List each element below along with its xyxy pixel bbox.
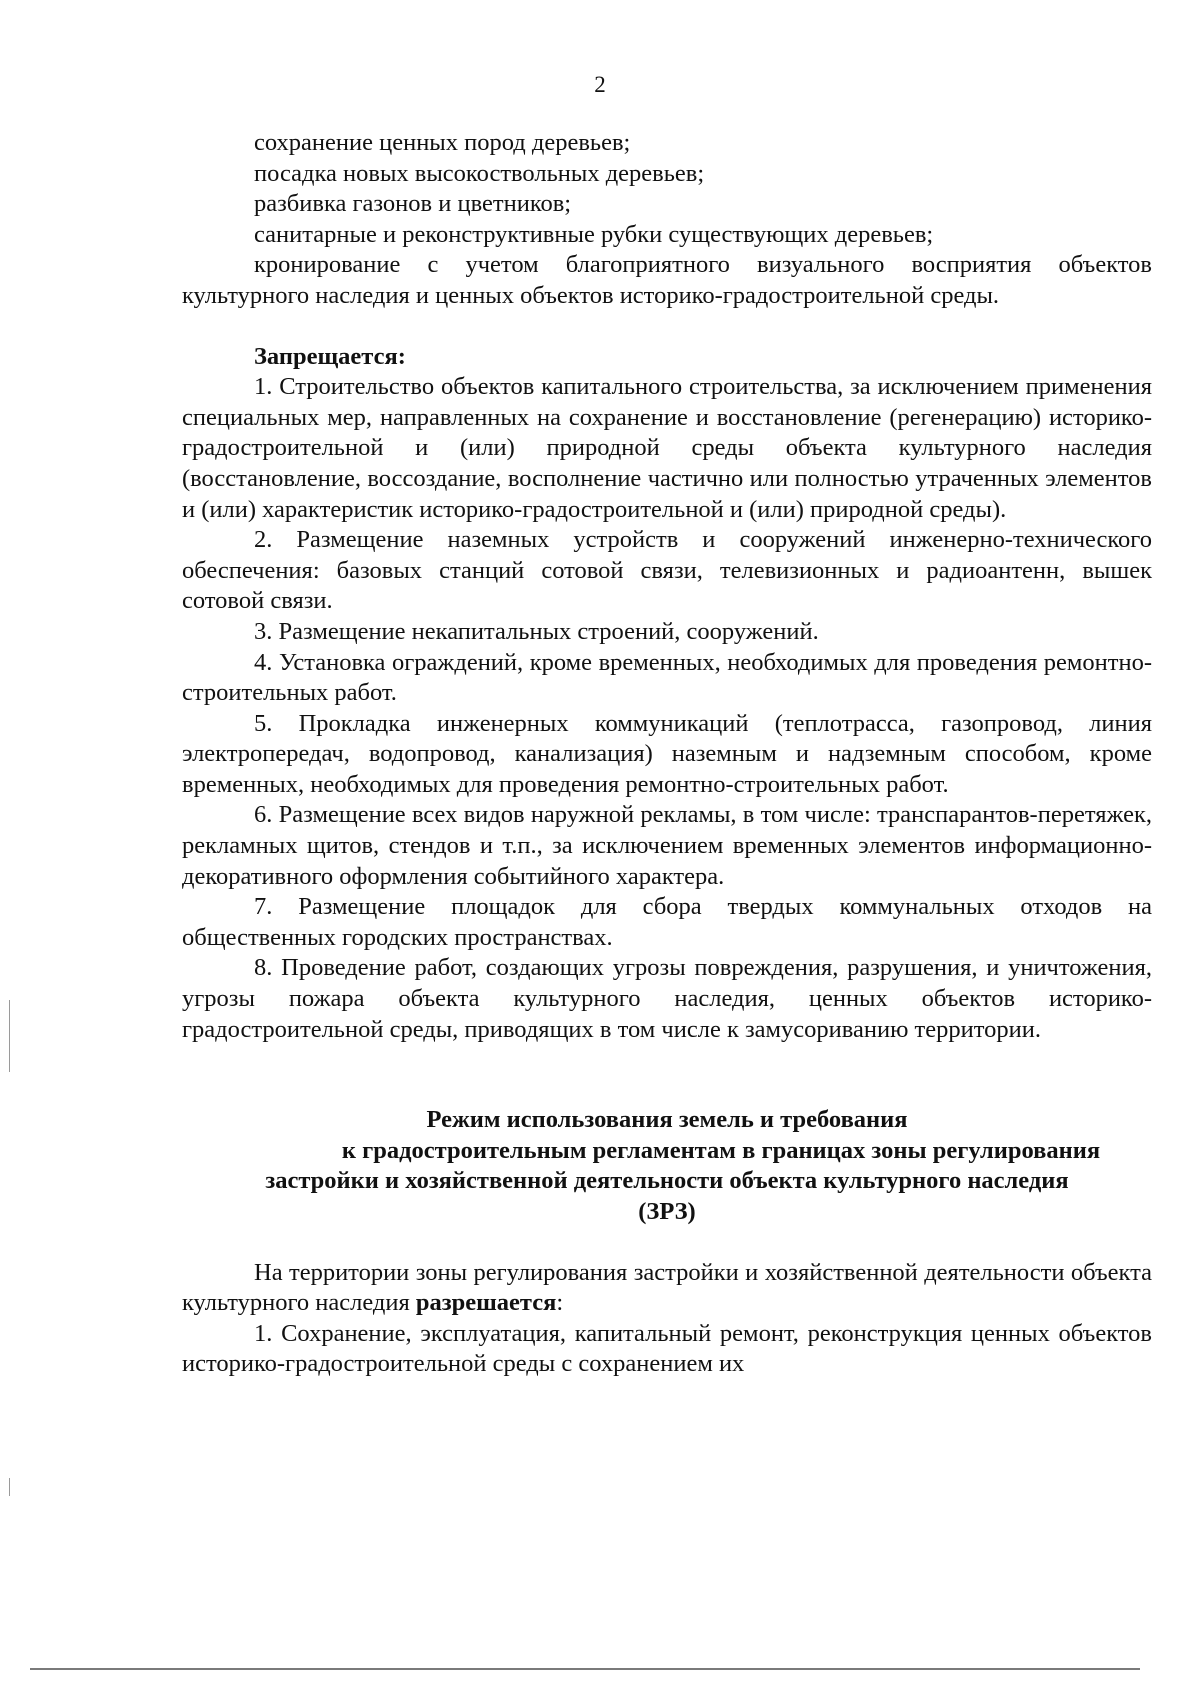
- section-title-line: (ЗРЗ): [638, 1198, 696, 1225]
- list-item: кронирование с учетом благоприятного визуального восприятия объектов культурного наследия и ценных объектов историко-градостроительной среды.: [182, 251, 1152, 309]
- prohibited-item: 1. Строительство объектов капитального строительства, за исключением применения специальных мер, направленных на сохранение и восстановление (регенерацию) историко-градостроительной и (или) природной среды объекта культурного наследия (восстановление, воссоздание, восполнение частично или полностью утраченных элементов и (или) характеристик историко-градостроительной и (или) природной среды).: [182, 373, 1152, 523]
- margin-scan-mark: [9, 1000, 10, 1072]
- list-item: сохранение ценных пород деревьев;: [254, 129, 631, 156]
- list-item: разбивка газонов и цветников;: [254, 190, 572, 218]
- document-body: [182, 128, 1152, 1380]
- prohibited-item: 5. Прокладка инженерных коммуникаций (теплотрасса, газопровод, линия электропередач, водопровод, канализация) наземным и надземным способом, кроме временных, необходимых для проведения ремонтно-строительных работ.: [182, 709, 1152, 798]
- bottom-scan-line: [30, 1668, 1140, 1670]
- margin-scan-mark: [9, 1478, 10, 1496]
- section-item: 1. Сохранение, эксплуатация, капитальный ремонт, реконструкция ценных объектов историко-градостроительной среды с сохранением их: [182, 1319, 1152, 1378]
- spacer: [182, 1045, 1152, 1105]
- prohibited-item: 7. Размещение площадок для сбора твердых коммунальных отходов на общественных городских пространствах.: [182, 893, 1152, 951]
- prohibited-item: 4. Установка ограждений, кроме временных, необходимых для проведения ремонтно-строительных работ.: [182, 648, 1152, 707]
- prohibited-item: 3. Размещение некапитальных строений, сооружений.: [254, 617, 819, 645]
- prohibited-item: 6. Размещение всех видов наружной рекламы, в том числе: транспарантов-перетяжек, рекламных щитов, стендов и т.п., за исключением временных элементов информационно-декоративного оформления событийного характера.: [182, 801, 1152, 890]
- list-item: посадка новых высокоствольных деревьев;: [254, 159, 705, 187]
- intro-text: На территории зоны регулирования застройки и хозяйственной деятельности объекта культурного наследия: [182, 1258, 1152, 1317]
- spacer: [182, 312, 1152, 342]
- section-title-line-text: к градостроительным регламентам в границах зоны регулирования: [341, 1136, 1101, 1164]
- page-number: 2: [594, 72, 606, 97]
- section-title-line: [182, 1136, 1152, 1167]
- section-title-line: застройки и хозяйственной деятельности объекта культурного наследия: [265, 1167, 1069, 1195]
- prohibited-heading: Запрещается:: [254, 342, 406, 370]
- list-item: санитарные и реконструктивные рубки существующих деревьев;: [254, 220, 934, 248]
- spacer: [182, 1228, 1152, 1258]
- prohibited-item: 8. Проведение работ, создающих угрозы повреждения, разрушения, и уничтожения, угрозы пожара объекта культурного наследия, ценных объектов историко-градостроительной среды, приводящих в том числе к замусориванию территории.: [182, 954, 1152, 1043]
- prohibited-item: 2. Размещение наземных устройств и сооружений инженерно-технического обеспечения: базовых станций сотовой связи, телевизионных и радиоантенн, вышек сотовой связи.: [182, 526, 1152, 615]
- section-title-line: Режим использования земель и требования: [426, 1106, 908, 1134]
- intro-bold: разрешается: [415, 1289, 557, 1317]
- section-intro: [182, 1258, 1152, 1319]
- section-title: [182, 1105, 1152, 1227]
- intro-end: :: [556, 1289, 564, 1317]
